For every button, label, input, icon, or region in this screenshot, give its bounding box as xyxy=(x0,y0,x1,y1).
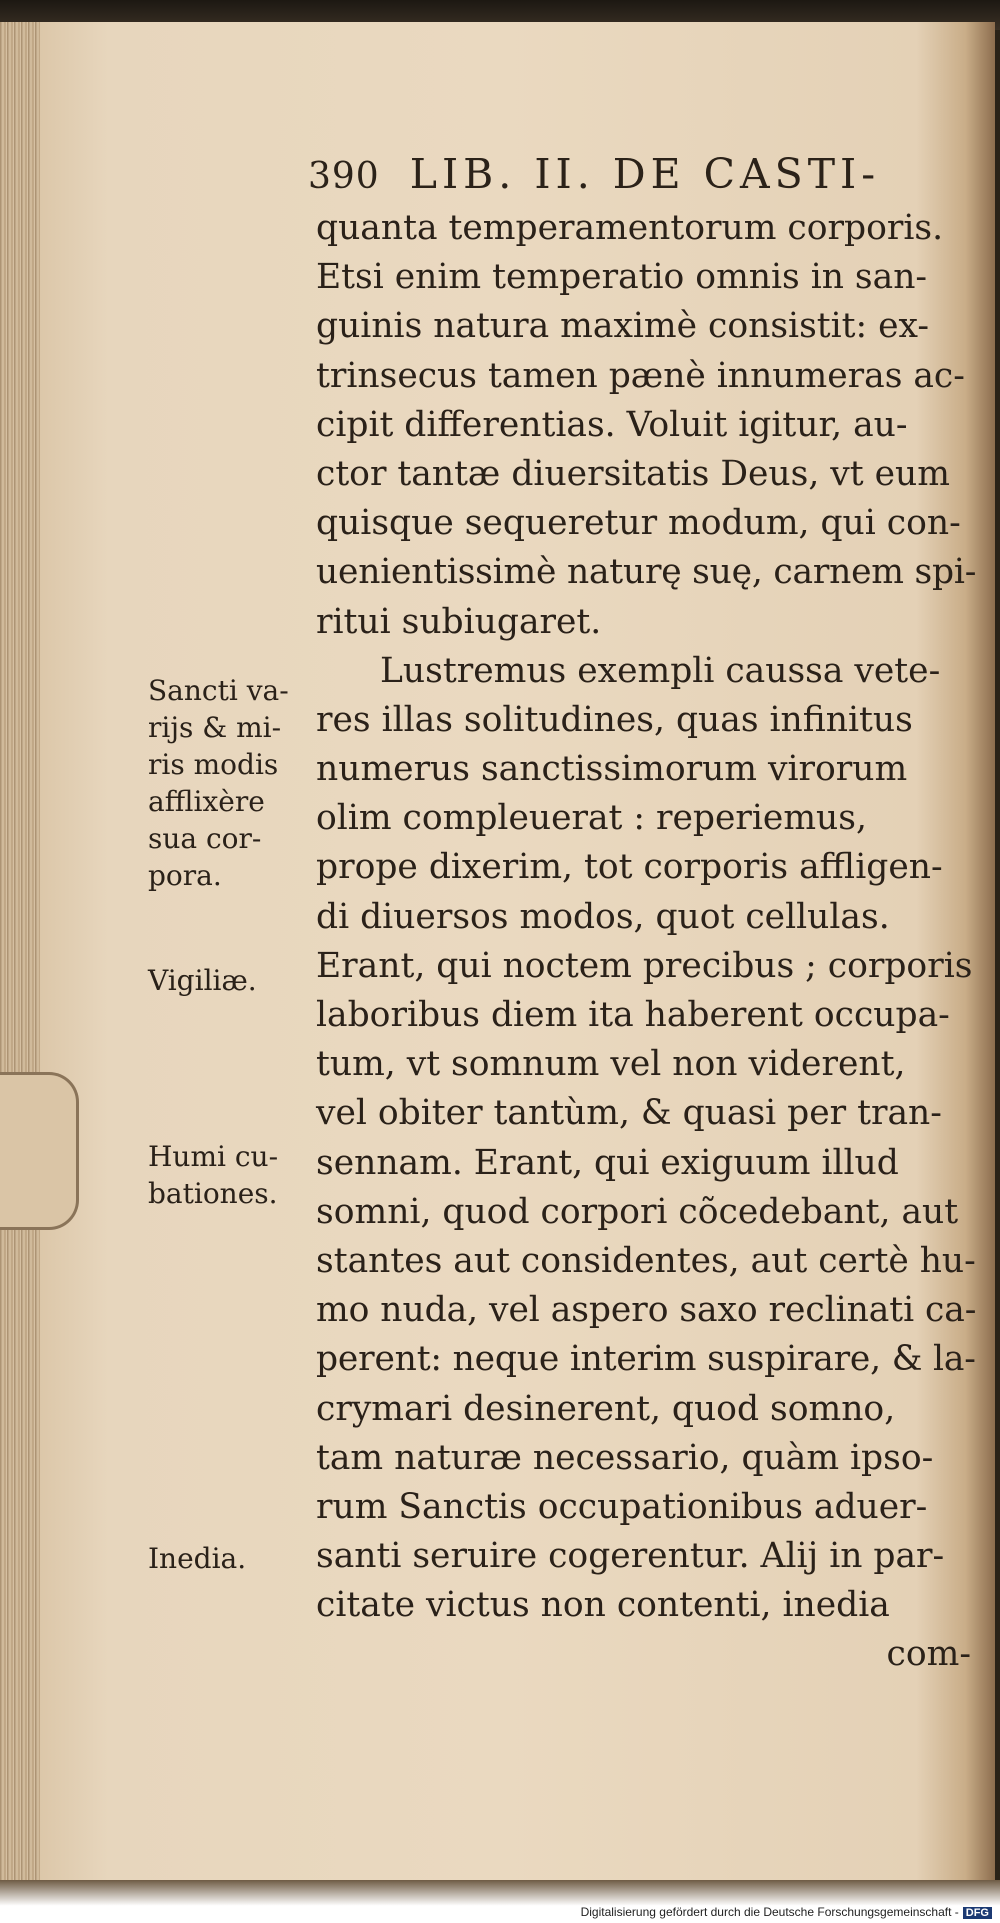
running-title: LIB. II. DE CASTI- xyxy=(409,150,881,198)
text-line: prope dixerim, tot corporis affligen- xyxy=(316,847,943,888)
text-line: numerus sanctissimorum virorum xyxy=(316,749,908,790)
dfg-logo: DFG xyxy=(963,1907,992,1919)
page-edges xyxy=(0,22,40,1894)
scan-bottom-band xyxy=(0,1880,1000,1923)
text-line: citate victus non contenti, inedia xyxy=(316,1585,890,1626)
text-line: ctor tantæ diuersitatis Deus, vt eum xyxy=(316,453,950,494)
text-line: laboribus diem ita haberent occupa- xyxy=(316,995,950,1035)
body-text xyxy=(316,204,976,1680)
text-line: sennam. Erant, qui exiguum illud xyxy=(316,1142,899,1183)
text-line: vel obiter tantùm, & quasi per tran- xyxy=(316,1093,942,1134)
margin-line: bationes. xyxy=(148,1177,278,1210)
text-line: Lustremus exempli caussa vete- xyxy=(380,650,941,691)
text-line: cipit differentias. Voluit igitur, au- xyxy=(316,404,908,445)
page-number: 390 xyxy=(308,156,380,197)
margin-note-vigiliae xyxy=(148,962,257,999)
text-line: ritui subiugaret. xyxy=(316,601,602,642)
text-line: crymari desinerent, quod somno, xyxy=(316,1388,896,1429)
digitization-credit xyxy=(581,1905,992,1919)
text-line: olim compleuerat : reperiemus, xyxy=(316,798,867,839)
credit-text: Digitalisierung gefördert durch die Deutsche Forschungsgemeinschaft - xyxy=(580,1905,959,1919)
text-line: quisque sequeretur modum, qui con- xyxy=(316,503,961,544)
text-line: stantes aut considentes, aut certè hu- xyxy=(316,1240,976,1281)
margin-line: rijs & mi- xyxy=(148,711,282,744)
margin-note-humi xyxy=(148,1138,278,1212)
margin-note-sancti xyxy=(148,672,289,894)
text-line: res illas solitudines, quas infinitus xyxy=(316,699,913,740)
text-line: guinis natura maximè consistit: ex- xyxy=(316,306,930,347)
running-header xyxy=(308,150,880,198)
text-line: Etsi enim temperatio omnis in san- xyxy=(316,257,928,298)
text-line: santi seruire cogerentur. Alij in par- xyxy=(316,1536,945,1577)
text-line: mo nuda, vel aspero saxo reclinati ca- xyxy=(316,1290,977,1331)
text-line: somni, quod corpori cõcedebant, aut xyxy=(316,1191,959,1232)
text-line: trinsecus tamen pænè innumeras ac- xyxy=(316,355,965,396)
margin-line: pora. xyxy=(148,859,222,892)
catchword: com- xyxy=(886,1634,971,1675)
margin-line: Vigiliæ. xyxy=(148,964,257,997)
text-line: rum Sanctis occupationibus aduer- xyxy=(316,1486,928,1527)
text-line: quanta temperamentorum corporis. xyxy=(316,208,944,248)
text-line: tum, vt somnum vel non viderent, xyxy=(316,1044,906,1085)
margin-line: sua cor- xyxy=(148,822,262,855)
margin-line: Sancti va- xyxy=(148,674,289,707)
margin-line: Humi cu- xyxy=(148,1140,279,1173)
margin-line: afflixère xyxy=(148,785,265,818)
clasp-tab xyxy=(0,1072,79,1230)
margin-note-inedia xyxy=(148,1540,246,1577)
text-line: di diuersos modos, quot cellulas. xyxy=(316,896,890,937)
margin-line: Inedia. xyxy=(148,1542,247,1575)
text-line: perent: neque interim suspirare, & la- xyxy=(316,1339,976,1380)
margin-line: ris modis xyxy=(148,748,279,781)
text-line: uenientissimè naturę suę, carnem spi- xyxy=(316,552,977,593)
text-line: tam naturæ necessario, quàm ipso- xyxy=(316,1437,934,1478)
text-line: Erant, qui noctem precibus ; corporis xyxy=(316,945,973,986)
